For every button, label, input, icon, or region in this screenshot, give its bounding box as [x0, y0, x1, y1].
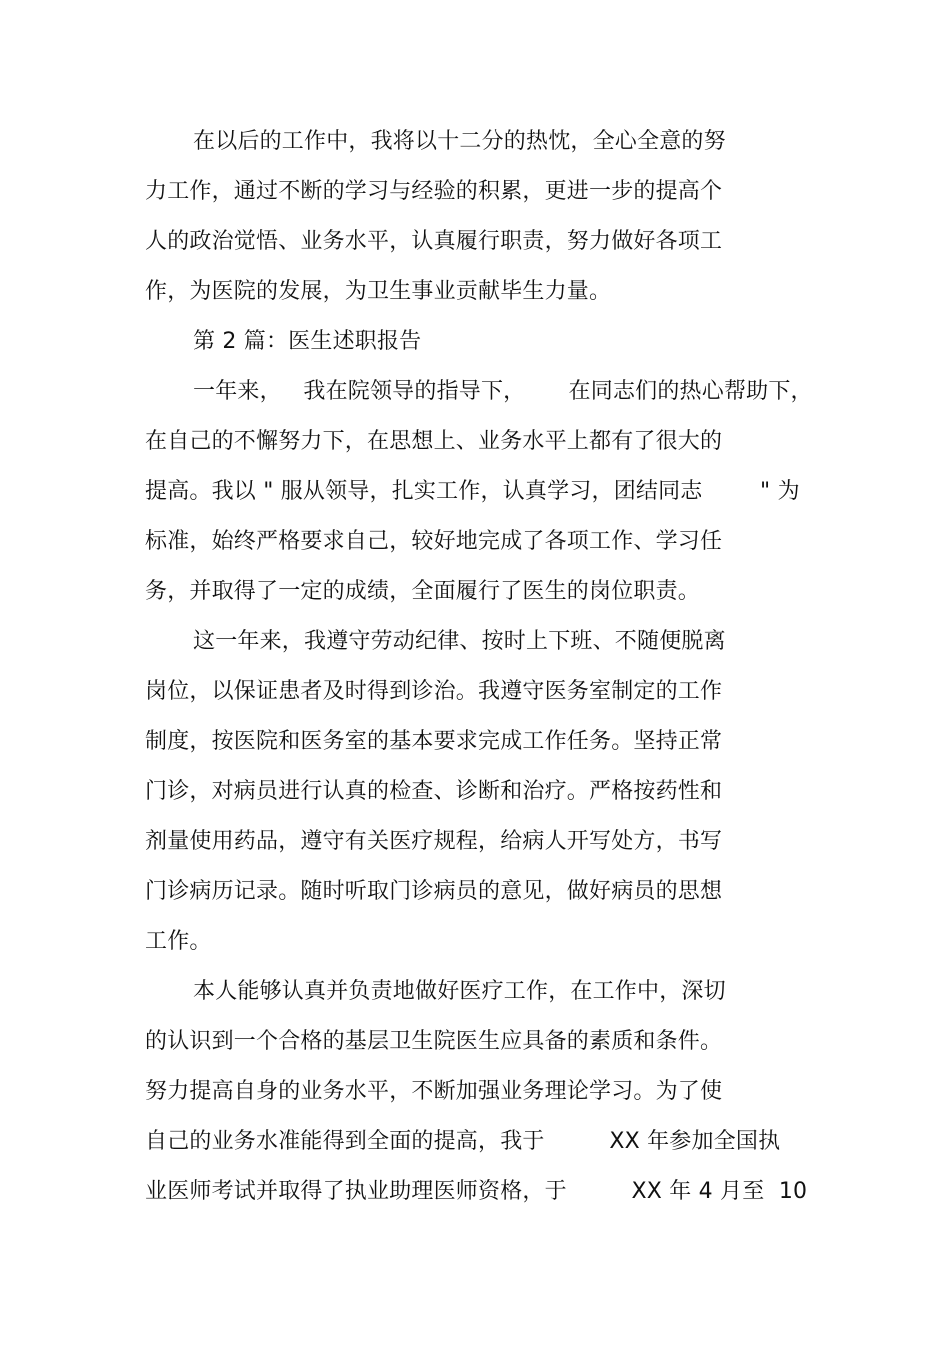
- paragraph-line: 一年来， 我在院领导的指导下， 在同志们的热心帮助下，: [193, 379, 813, 404]
- paragraph-line: 岗位，以保证患者及时得到诊治。我遵守医务室制定的工作: [145, 679, 723, 704]
- paragraph-line: 制度，按医院和医务室的基本要求完成工作任务。坚持正常: [145, 729, 723, 754]
- paragraph-line: 本人能够认真并负责地做好医疗工作，在工作中，深切: [193, 979, 726, 1004]
- paragraph-line: 门诊病历记录。随时听取门诊病员的意见，做好病员的思想: [145, 879, 723, 904]
- paragraph-line: 的认识到一个合格的基层卫生院医生应具备的素质和条件。: [145, 1029, 723, 1054]
- paragraph-line: 力工作，通过不断的学习与经验的积累，更进一步的提高个: [145, 179, 723, 204]
- paragraph-line: 务，并取得了一定的成绩，全面履行了医生的岗位职责。: [145, 579, 701, 604]
- paragraph-line: 人的政治觉悟、业务水平，认真履行职责，努力做好各项工: [145, 229, 723, 254]
- paragraph-line: 业医师考试并取得了执业助理医师资格，于 XX 年 4 月至 10: [145, 1179, 808, 1204]
- paragraph-line: 这一年来，我遵守劳动纪律、按时上下班、不随便脱离: [193, 629, 726, 654]
- paragraph-line: 标准，始终严格要求自己，较好地完成了各项工作、学习任: [145, 529, 723, 554]
- paragraph-line: 提高。我以 " 服从领导，扎实工作，认真学习，团结同志 " 为: [145, 479, 800, 504]
- paragraph-line: 自己的业务水准能得到全面的提高，我于 XX 年参加全国执: [145, 1129, 781, 1154]
- paragraph-line: 工作。: [145, 929, 212, 954]
- section-heading: 第 2 篇：医生述职报告: [193, 329, 422, 354]
- paragraph-line: 作，为医院的发展，为卫生事业贡献毕生力量。: [145, 279, 612, 304]
- paragraph-line: 门诊，对病员进行认真的检查、诊断和治疗。严格按药性和: [145, 779, 723, 804]
- paragraph-line: 剂量使用药品，遵守有关医疗规程，给病人开写处方，书写: [145, 829, 723, 854]
- paragraph-line: 在自己的不懈努力下，在思想上、业务水平上都有了很大的: [145, 429, 723, 454]
- paragraph-line: 努力提高自身的业务水平，不断加强业务理论学习。为了使: [145, 1079, 723, 1104]
- paragraph-line: 在以后的工作中，我将以十二分的热忱，全心全意的努: [193, 129, 726, 154]
